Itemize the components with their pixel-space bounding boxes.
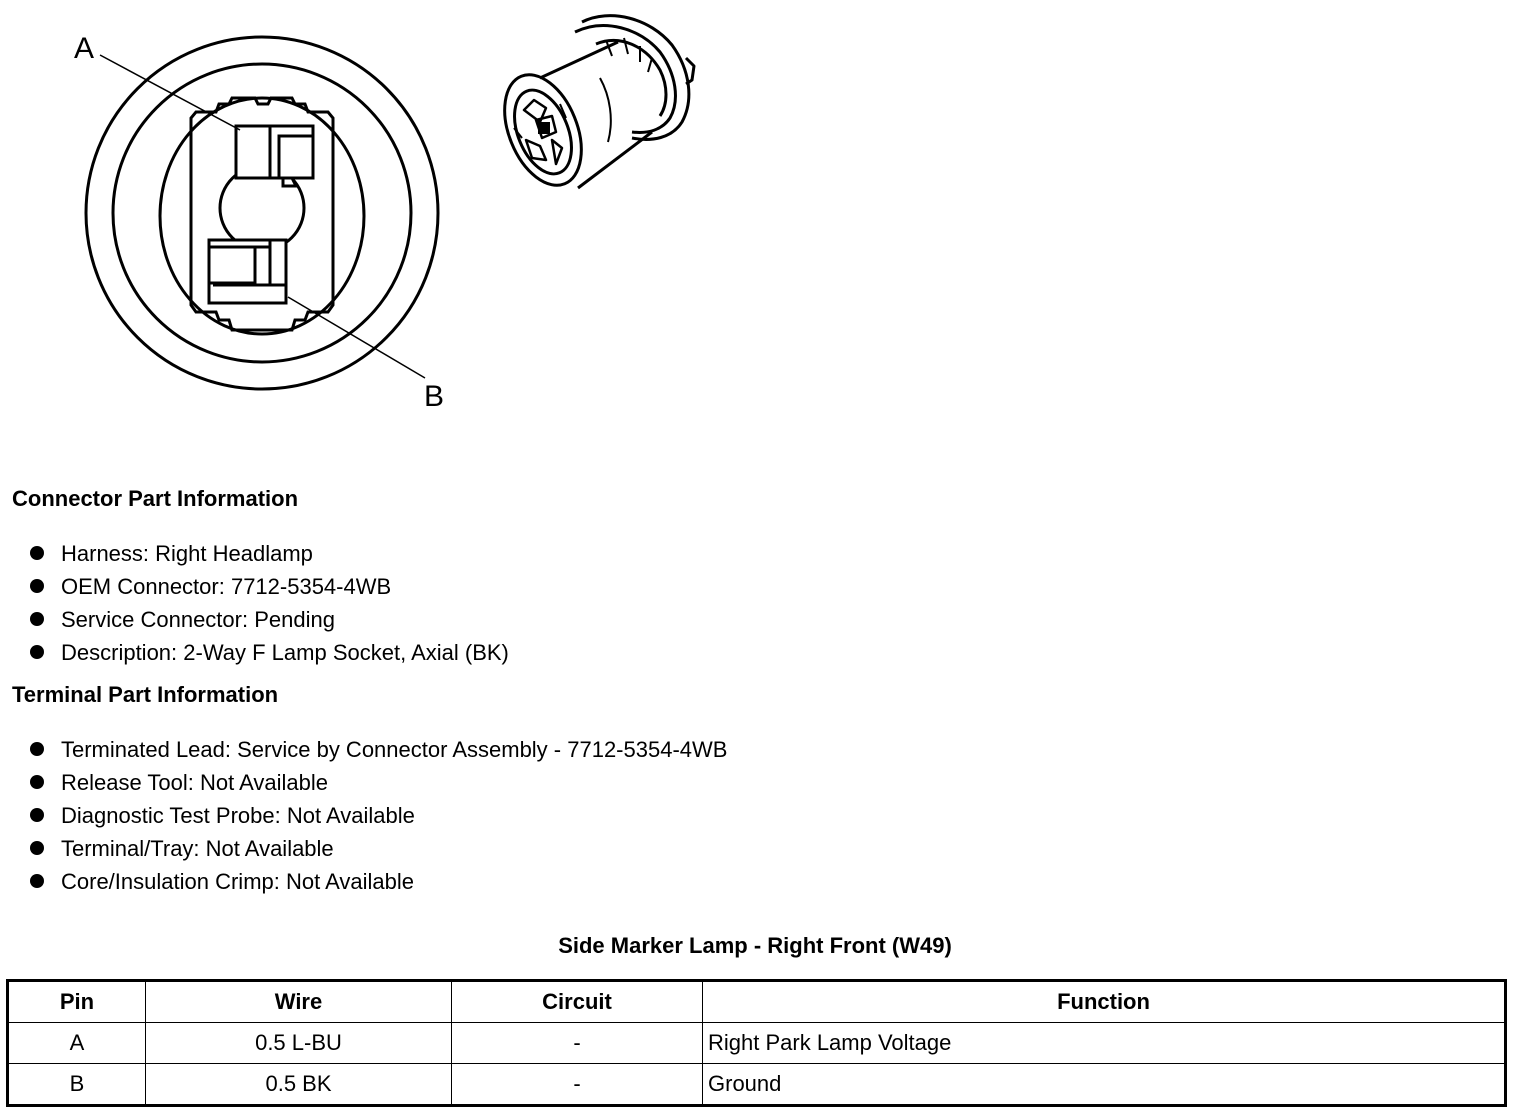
list-item: Harness: Right Headlamp — [30, 537, 509, 570]
cell-pin: B — [8, 1064, 146, 1106]
list-item: Release Tool: Not Available — [30, 766, 727, 799]
bullet-icon — [30, 612, 44, 626]
socket-face — [86, 37, 438, 389]
list-item: Terminal/Tray: Not Available — [30, 832, 727, 865]
bullet-icon — [30, 841, 44, 855]
cell-circuit: - — [452, 1023, 703, 1064]
header-circuit: Circuit — [452, 981, 703, 1023]
terminal-b — [209, 240, 286, 303]
connector-info-list — [30, 537, 509, 669]
terminal-info-list — [30, 733, 727, 898]
bullet-icon — [30, 808, 44, 822]
header-pin: Pin — [8, 981, 146, 1023]
terminal-a — [236, 126, 313, 186]
cell-circuit: - — [452, 1064, 703, 1106]
cell-wire: 0.5 BK — [146, 1064, 452, 1106]
list-item: Terminated Lead: Service by Connector Assembly - 7712-5354-4WB — [30, 733, 727, 766]
callout-a: A — [74, 32, 95, 65]
bullet-icon — [30, 546, 44, 560]
list-item: Core/Insulation Crimp: Not Available — [30, 865, 727, 898]
cell-pin: A — [8, 1023, 146, 1064]
table-title: Side Marker Lamp - Right Front (W49) — [558, 933, 952, 958]
bullet-icon — [30, 775, 44, 789]
list-item: OEM Connector: 7712-5354-4WB — [30, 570, 509, 603]
list-item: Description: 2-Way F Lamp Socket, Axial (BK) — [30, 636, 509, 669]
connector-info-heading: Connector Part Information — [12, 486, 299, 511]
cell-function: Ground — [703, 1064, 1506, 1106]
header-function: Function — [703, 981, 1506, 1023]
table-row — [8, 1023, 1506, 1064]
bullet-icon — [30, 874, 44, 888]
bullet-icon — [30, 579, 44, 593]
table-header-row — [8, 981, 1506, 1023]
bullet-icon — [30, 742, 44, 756]
cell-wire: 0.5 L-BU — [146, 1023, 452, 1064]
list-item: Service Connector: Pending — [30, 603, 509, 636]
list-item: Diagnostic Test Probe: Not Available — [30, 799, 727, 832]
cell-function: Right Park Lamp Voltage — [703, 1023, 1506, 1064]
terminal-info-heading: Terminal Part Information — [12, 682, 279, 707]
connector-face-diagram — [0, 0, 760, 450]
pin-table — [6, 979, 1507, 1107]
bullet-icon — [30, 645, 44, 659]
table-row — [8, 1064, 1506, 1106]
header-wire: Wire — [146, 981, 452, 1023]
callout-b: B — [424, 380, 445, 413]
lamp-socket-illustration — [490, 16, 694, 197]
